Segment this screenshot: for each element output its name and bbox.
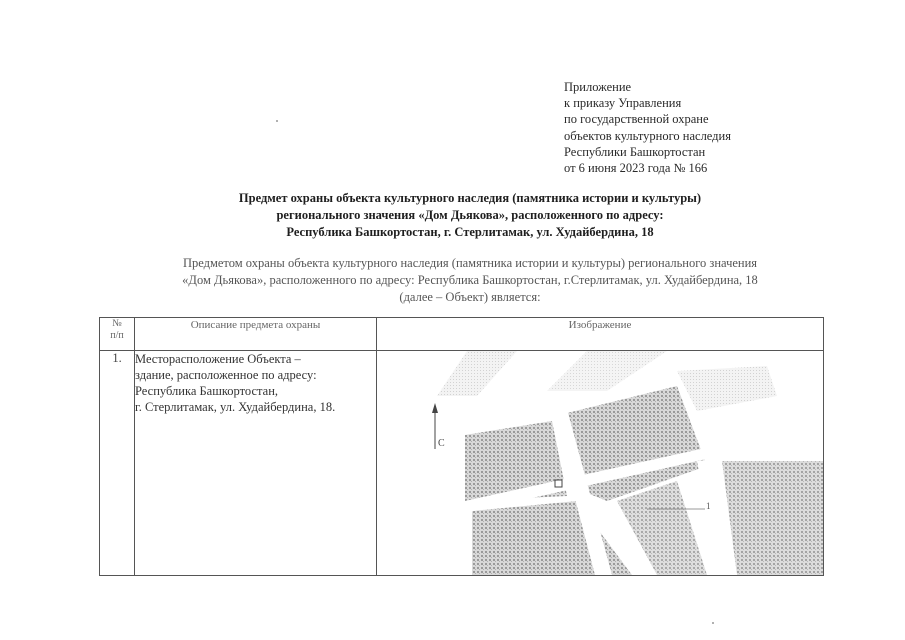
appendix-line: по государственной охране [564,112,709,127]
appendix-block [564,79,784,176]
table-row [100,351,824,576]
title-line: Предмет охраны объекта культурного наследия (памятника истории и культуры) [238,191,702,205]
north-label: С [438,438,445,449]
appendix-line: Приложение [564,80,632,94]
description-line: г. Стерлитамак, ул. Худайбердина, 18. [135,400,336,414]
header-number-symbol: № [112,318,122,329]
row-description [135,351,377,576]
intro-line: (далее – Объект) является: [399,290,541,304]
object-number-label: 1 [706,501,711,511]
intro-paragraph [110,255,830,306]
row-image-cell [377,351,824,576]
description-line: Месторасположение Объекта – [135,352,301,366]
intro-line: Предметом охраны объекта культурного наследия (памятника истории и культуры) регионального значения [182,256,758,270]
scan-speck [712,622,714,624]
header-description: Описание предмета охраны [135,318,377,351]
appendix-line: Республики Башкортостан [564,144,706,159]
document-title [120,190,820,241]
header-number-abbr: п/п [110,330,124,341]
header-image: Изображение [377,318,824,351]
appendix-line: объектов культурного наследия [564,128,731,143]
title-line: регионального значения «Дом Дьякова», расположенного по адресу: [276,208,664,222]
protection-table [99,317,824,576]
appendix-line: к приказу Управления [564,96,682,111]
intro-line: «Дом Дьякова», расположенного по адресу: Республика Башкортостан, г.Стерлитамак, ул. Худайбердина, 18 [182,273,758,287]
title-line: Республика Башкортостан, г. Стерлитамак, ул. Худайбердина, 18 [286,225,654,239]
map-scan-image [377,351,823,575]
table-header-row [100,318,824,351]
appendix-line: от 6 июня 2023 года № 166 [564,161,708,176]
row-number: 1. [100,351,135,576]
location-map [377,351,823,575]
description-line: здание, расположенное по адресу: [135,368,317,382]
description-line: Республика Башкортостан, [135,384,279,398]
header-number [100,318,135,351]
scan-speck [276,120,278,122]
